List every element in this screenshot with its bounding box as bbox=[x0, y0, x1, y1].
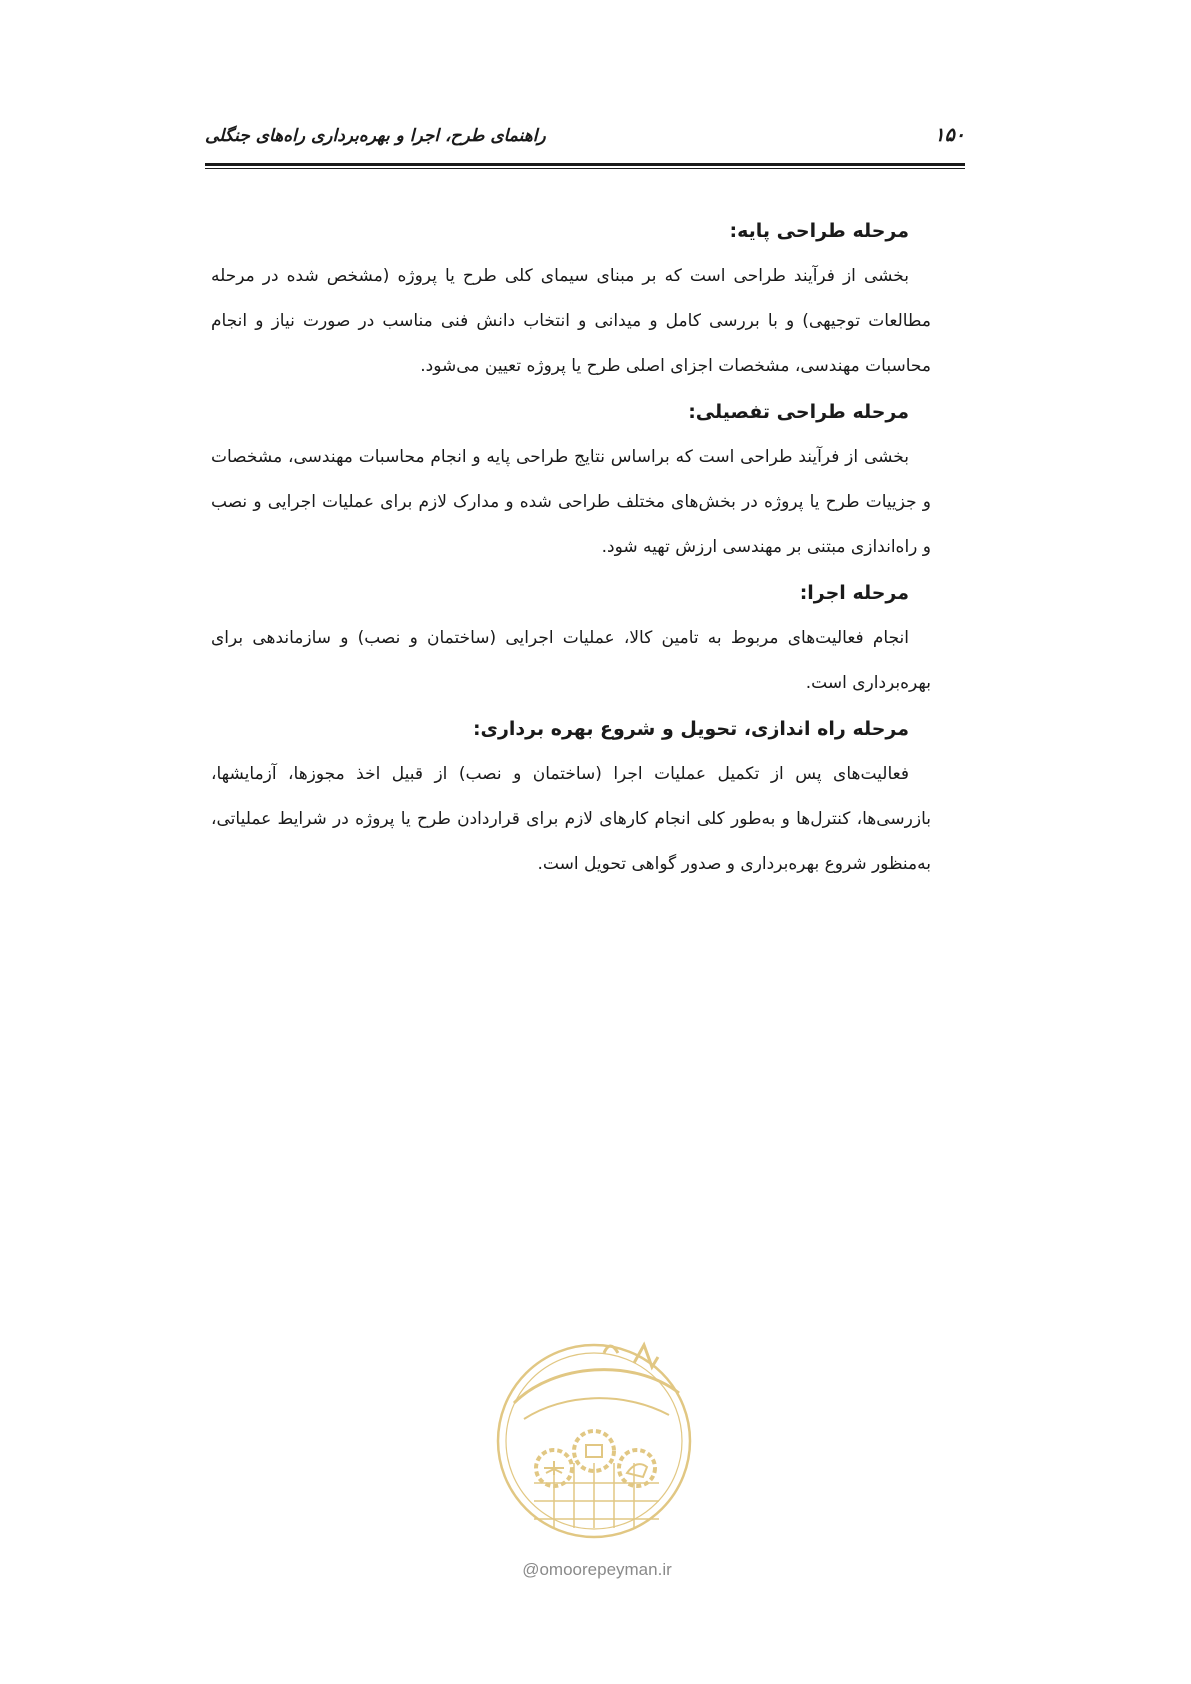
header-rule-thick bbox=[205, 163, 965, 166]
section-paragraph: فعالیت‌های پس از تکمیل عملیات اجرا (ساختمان و نصب) از قبیل اخذ مجوزها، آزمایشها، بازرسی‌ها، کنترل‌ها و به‌طور کلی انجام کارهای لازم برای قراردادن طرح یا پروژه در شرایط عملیاتی، به‌منظور شروع بهره‌برداری و صدور گواهی تحویل است. bbox=[211, 764, 931, 874]
section-paragraph: بخشی از فرآیند طراحی است که بر مبنای سیمای کلی طرح یا پروژه (مشخص شده در مرحله مطالعات توجیهی) و با بررسی کامل و میدانی و انتخاب دانش فنی مناسب در صورت نیاز و انجام محاسبات مهندسی، مشخصات اجزای اصلی طرح یا پروژه تعیین می‌شود. bbox=[211, 266, 931, 376]
section-detailed-design bbox=[211, 395, 931, 570]
section-basic-design bbox=[211, 214, 931, 389]
section-paragraph: بخشی از فرآیند طراحی است که براساس نتایج طراحی پایه و انجام محاسبات مهندسی، مشخصات و جزییات طرح یا پروژه در بخش‌های مختلف طراحی شده و مدارک لازم برای عملیات اجرایی و نصب و راه‌اندازی مبتنی بر مهندسی ارزش تهیه شود. bbox=[211, 447, 931, 557]
section-heading: مرحله طراحی تفصیلی: bbox=[688, 401, 909, 423]
document-body bbox=[211, 214, 931, 893]
running-header-title: راهنمای طرح، اجرا و بهره‌برداری راه‌های جنگلی bbox=[205, 126, 546, 146]
section-heading: مرحله راه اندازی، تحویل و شروع بهره برداری: bbox=[472, 718, 909, 740]
header-rule-thin bbox=[205, 168, 965, 169]
section-paragraph: انجام فعالیت‌های مربوط به تامین کالا، عملیات اجرایی (ساختمان و نصب) و سازماندهی برای بهره‌برداری است. bbox=[211, 628, 931, 693]
section-execution bbox=[211, 576, 931, 706]
running-header bbox=[205, 124, 965, 154]
section-heading: مرحله طراحی پایه: bbox=[729, 220, 909, 242]
section-commissioning bbox=[211, 712, 931, 887]
watermark-caption: @omoorepeyman.ir bbox=[522, 1560, 672, 1579]
section-heading: مرحله اجرا: bbox=[799, 582, 909, 604]
omoorepeyman-logo bbox=[494, 1323, 694, 1573]
page-number: ۱۵۰ bbox=[934, 124, 965, 146]
